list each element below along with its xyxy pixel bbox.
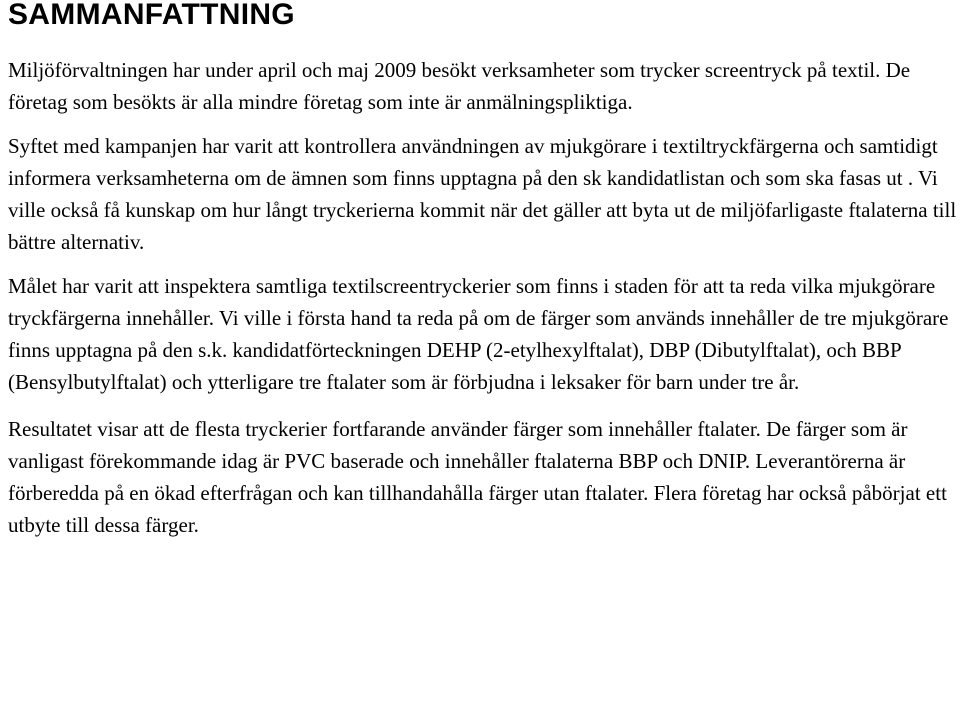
paragraph-purpose: Syftet med kampanjen har varit att kontrollera användningen av mjukgörare i textiltryckfärgerna och samtidigt informera verksamheterna om de ämnen som finns upptagna på den sk kandidatlistan och som ska fasas ut . Vi ville också få kunskap om hur långt tryckerierna kommit när det gäller att byta ut de miljöfarligaste ftalaterna till bättre alternativ. (8, 134, 957, 254)
paragraph-goal: Målet har varit att inspektera samtliga textilscreentryckerier som finns i staden för att ta reda vilka mjukgörare tryckfärgerna innehåller. Vi ville i första hand ta reda på om de färger som används innehåller de tre mjukgörare finns upptagna på den s.k. kandidatförteckningen DEHP (2-etylhexylftalat), DBP (Dibutylftalat), och BBP (Bensylbutylftalat) och ytterligare tre ftalater som är förbjudna i leksaker för barn under tre år. (8, 274, 949, 394)
paragraph-result: Resultatet visar att de flesta tryckerier fortfarande använder färger som innehåller ftalater. De färger som är vanligast förekommande idag är PVC baserade och innehåller ftalaterna BBP och DNIP. Leverantörerna är förberedda på en ökad efterfrågan och kan tillhandahålla färger utan ftalater. Flera företag har också påbörjat ett utbyte till dessa färger. (8, 417, 947, 537)
page-title: SAMMANFATTNING (8, 0, 295, 31)
paragraph-intro: Miljöförvaltningen har under april och maj 2009 besökt verksamheter som trycker screentryck på textil. De företag som besökts är alla mindre företag som inte är anmälningspliktiga. (8, 58, 911, 114)
